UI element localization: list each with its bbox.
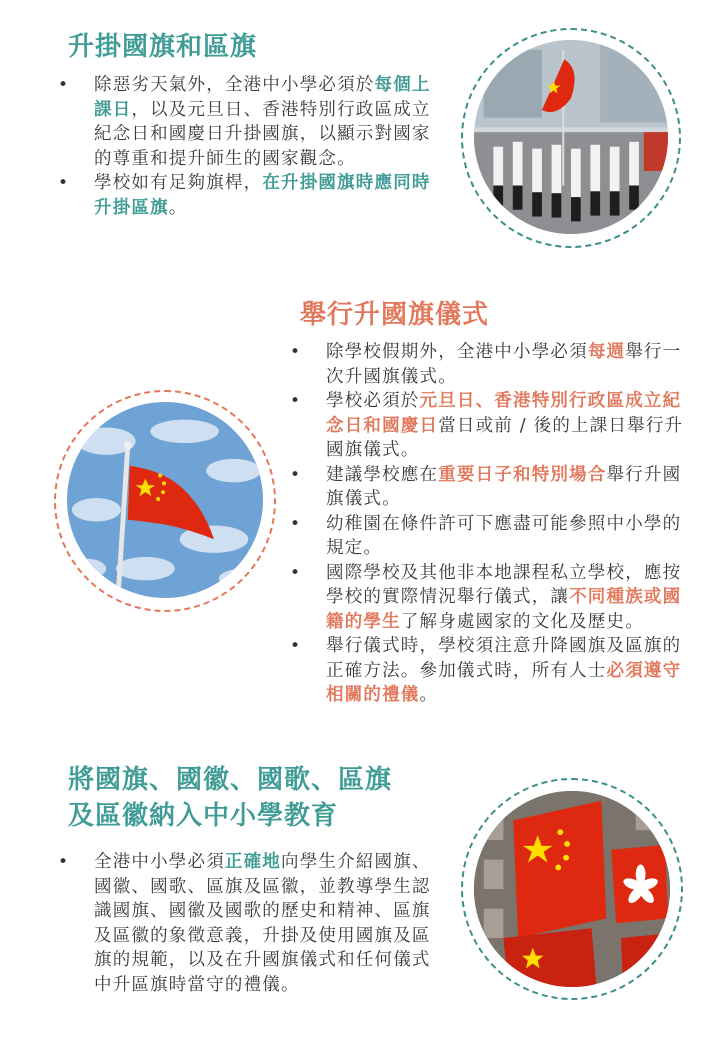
bullet-text: 除學校假期外，全港中小學必須: [326, 342, 588, 362]
section3-bullet-list: [58, 850, 438, 997]
highlighted-text: 必須遵守相關的禮儀: [326, 660, 682, 705]
section-title-flag-ceremony: 舉行升國旗儀式: [300, 300, 490, 330]
bullet-item: [58, 73, 438, 171]
bullet-text: ，以及元旦日、香港特別行政區成立紀念日和國慶日升掛國旗，以顯示對國家的尊重和提升師生的國家觀念。: [94, 99, 431, 169]
bullet-text: 。: [168, 197, 188, 218]
bullet-text: 了解身處國家的文化及歷史。: [400, 611, 644, 632]
bullet-item: [290, 561, 690, 635]
bullet-text: 向學生介紹國旗、國徽、國歌、區旗及區徽，並教導學生認識國旗、國徽及國歌的歷史和精神、區旗及區徽的象徵意義，升掛及使用國旗及區旗的規範，以及在升國旗儀式和任何儀式中升區旗時當守的禮儀。: [94, 852, 431, 995]
highlighted-text: 每週: [587, 342, 626, 362]
national-and-regional-flags-photo: [474, 791, 670, 987]
bullet-text: 。: [419, 685, 439, 705]
bullet-item: [290, 389, 690, 463]
bullet-item: [58, 850, 438, 997]
bullet-text: 舉行一次升國旗儀式。: [326, 342, 682, 387]
bullet-text: 除惡劣天氣外，全港中小學必須於: [94, 75, 375, 95]
section-title-line-1: 將國旗、國徽、國歌、區旗: [68, 765, 393, 795]
bullet-text: 學校必須於: [326, 391, 420, 411]
section-title-flag-raising: 升掛國旗和區旗: [68, 32, 258, 62]
highlighted-text: 每個上課日: [94, 75, 431, 120]
bullet-text: 舉行升國旗儀式。: [326, 464, 682, 509]
highlighted-text: 正確地: [224, 852, 282, 872]
bullet-item: [290, 512, 690, 561]
flag-raising-ceremony-photo: [474, 40, 668, 234]
section-title-education: [68, 762, 468, 834]
bullet-text: 建議學校應在: [326, 464, 439, 485]
section1-bullet-list: [58, 73, 438, 220]
bullet-item: [290, 340, 690, 389]
bullet-text: 學校如有足夠旗桿，: [94, 173, 263, 193]
bullet-item: [290, 463, 690, 512]
highlighted-text: 重要日子和特別場合: [438, 464, 607, 485]
highlighted-text: 不同種族或國籍的學生: [326, 587, 682, 632]
bullet-text: 舉行儀式時，學校須注意升降國旗及區旗的正確方法。參加儀式時，所有人士: [326, 636, 682, 681]
bullet-text: 國際學校及其他非本地課程私立學校，應按學校的實際情況舉行儀式，讓: [326, 562, 682, 607]
section-title-line-2: 及區徽納入中小學教育: [68, 801, 339, 831]
bullet-text: 全港中小學必須: [94, 852, 225, 872]
highlighted-text: 在升掛國旗時應同時升掛區旗: [94, 173, 431, 218]
bullet-item: [290, 634, 690, 708]
bullet-text: 幼稚園在條件許可下應盡可能參照中小學的規定。: [326, 513, 682, 558]
highlighted-text: 元旦日、香港特別行政區成立紀念日和國慶日: [326, 391, 682, 436]
bullet-item: [58, 171, 438, 220]
bullet-text: 當日或前 / 後的上課日舉行升國旗儀式。: [326, 415, 684, 460]
section2-bullet-list: [290, 340, 690, 708]
national-flag-sky-photo: [67, 402, 263, 598]
